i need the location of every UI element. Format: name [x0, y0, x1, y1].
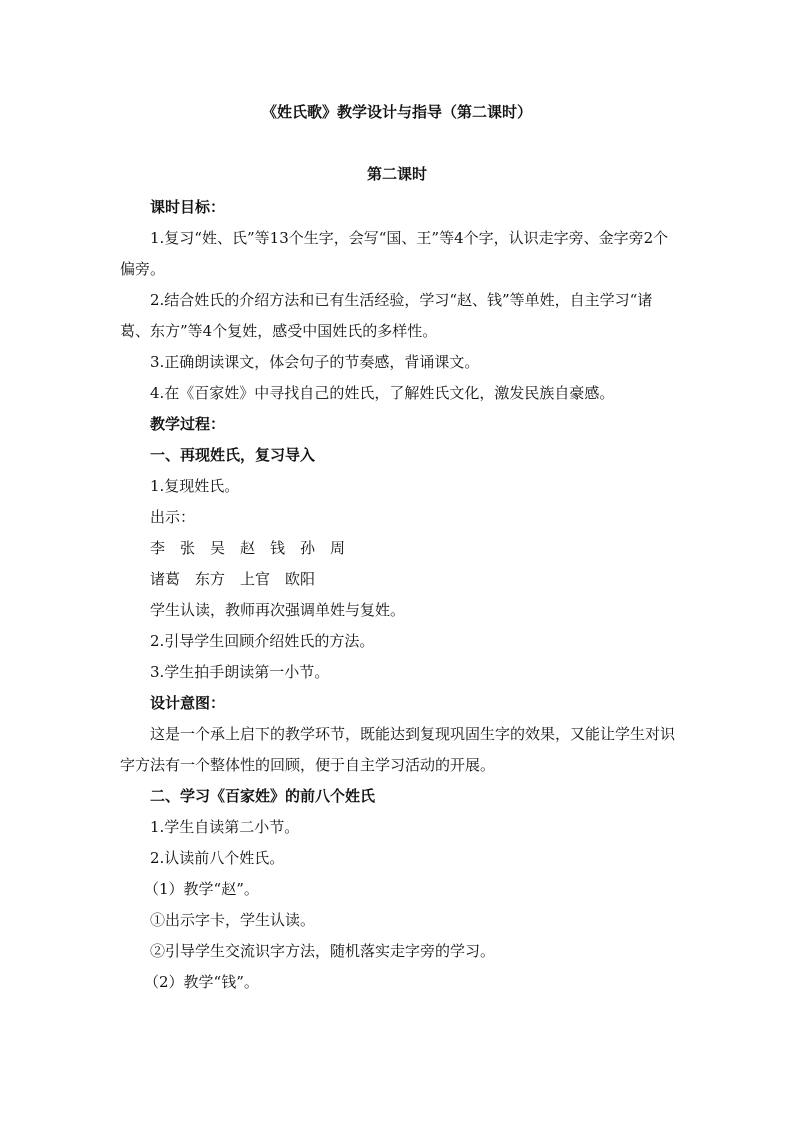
step-heading-1: 一、再现姓氏，复习导入 — [150, 446, 316, 464]
goal-paragraph-2: 2.结合姓氏的介绍方法和已有生活经验，学习“赵、钱”等单姓，自主学习“诸葛、东方”等4个复姓，感受中国姓氏的多样性。 — [120, 291, 653, 340]
step-heading-2: 二、学习《百家姓》的前八个姓氏 — [150, 787, 376, 805]
step-1-item-1: 1.复现姓氏。 — [150, 477, 240, 495]
step-1-note: 学生认读，教师再次强调单姓与复姓。 — [150, 601, 406, 619]
design-intent-text: 这是一个承上启下的教学环节，既能达到复现巩固生字的效果，又能让学生对识字方法有一个整体性的回顾，便于自主学习活动的开展。 — [120, 725, 676, 774]
surname-list-single: 李 张 吴 赵 钱 孙 周 — [150, 539, 346, 557]
section-heading-process: 教学过程： — [150, 415, 226, 433]
goal-paragraph-3: 3.正确朗读课文，体会句子的节奏感，背诵课文。 — [150, 353, 480, 371]
step-2-sub-1: （1）教学“赵”。 — [144, 880, 259, 898]
step-1-item-3: 3.学生拍手朗读第一小节。 — [150, 663, 330, 681]
goal-paragraph-1: 1.复习“姓、氏”等13个生字，会写“国、王”等4个字，认识走字旁、金字旁2个偏旁。 — [120, 229, 669, 278]
step-1-item-2: 2.引导学生回顾介绍姓氏的方法。 — [150, 632, 375, 650]
document-body — [120, 192, 680, 998]
section-heading-goals: 课时目标： — [150, 198, 226, 216]
step-2-sub-1-a: ①出示字卡，学生认读。 — [150, 911, 316, 929]
step-2-item-2: 2.认读前八个姓氏。 — [150, 849, 285, 867]
document-title: 《姓氏歌》教学设计与指导（第二课时） — [261, 103, 532, 121]
surname-list-compound: 诸葛 东方 上官 欧阳 — [150, 570, 316, 588]
goal-paragraph-4: 4.在《百家姓》中寻找自己的姓氏，了解姓氏文化，激发民族自豪感。 — [150, 384, 615, 402]
display-label: 出示： — [150, 508, 196, 526]
design-intent-heading: 设计意图： — [150, 694, 226, 712]
step-2-sub-2: （2）教学“钱”。 — [144, 973, 259, 991]
step-2-item-1: 1.学生自读第二小节。 — [150, 818, 300, 836]
lesson-subtitle: 第二课时 — [366, 165, 427, 183]
step-2-sub-1-b: ②引导学生交流识字方法，随机落实走字旁的学习。 — [150, 942, 496, 960]
